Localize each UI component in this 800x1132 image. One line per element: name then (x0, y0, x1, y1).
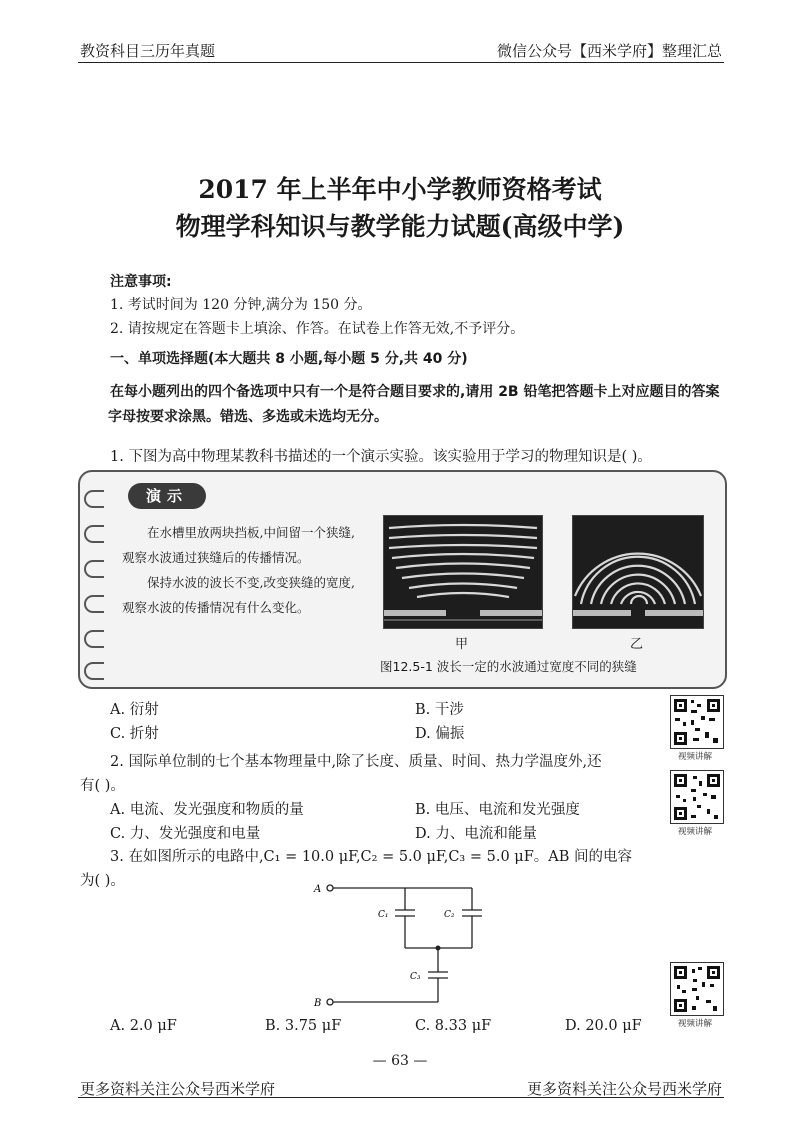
q1-option-b: B. 干涉 (415, 702, 464, 718)
binder-ring-icon (84, 595, 104, 613)
q2-option-d: D. 力、电流和能量 (415, 826, 537, 842)
figure-caption: 图12.5-1 波长一定的水波通过宽度不同的狭缝 (380, 659, 637, 674)
header-left-text: 教资科目三历年真题 (80, 42, 216, 60)
demo-text-1: 在水槽里放两块挡板,中间留一个狭缝,观察水波通过狭缝后的传播情况。 (122, 525, 355, 565)
wave-pattern-wide (384, 516, 542, 628)
label-c1: C₁ (378, 910, 389, 920)
section-instruction: 在每小题列出的四个备选项中只有一个是符合题目要求的,请用 2B 铅笔把答题卡上对应题目的答案字母按要求涂黑。错选、多选或未选均无分。 (108, 384, 720, 425)
q1-option-c: C. 折射 (110, 726, 159, 742)
q2-stem-line2: 有( )。 (80, 778, 125, 794)
label-b: B (314, 998, 322, 1009)
header-rule (78, 62, 724, 63)
demo-description (122, 520, 367, 620)
q2-stem-line1: 2. 国际单位制的七个基本物理量中,除了长度、质量、时间、热力学温度外,还 (110, 754, 602, 770)
label-c2: C₂ (444, 910, 455, 920)
q2-option-b: B. 电压、电流和发光强度 (415, 802, 580, 818)
qr-pattern (671, 696, 723, 748)
footer-left-text: 更多资料关注公众号西米学府 (80, 1080, 276, 1098)
qr-label: 视频讲解 (678, 827, 713, 837)
circuit-diagram (310, 880, 490, 1010)
binder-ring-icon (84, 630, 104, 648)
binder-ring-icon (84, 490, 104, 508)
qr-label: 视频讲解 (678, 752, 713, 762)
exam-title-line1: 2017 年上半年中小学教师资格考试 (198, 175, 602, 204)
q3-option-b: B. 3.75 μF (265, 1018, 342, 1034)
qr-code-icon[interactable] (670, 770, 724, 824)
binder-ring-icon (84, 525, 104, 543)
note-item-1: 1. 考试时间为 120 分钟,满分为 150 分。 (110, 297, 372, 313)
terminal-a (327, 885, 333, 891)
wave-photo-narrow-slit (572, 515, 704, 629)
demo-text-2: 保持水波的波长不变,改变狭缝的宽度,观察水波的传播情况有什么变化。 (122, 575, 355, 615)
qr-pattern (671, 771, 723, 823)
qr-code-icon[interactable] (670, 962, 724, 1016)
q3-option-d: D. 20.0 μF (565, 1018, 642, 1034)
label-c3: C₃ (410, 972, 421, 982)
wave-pattern-narrow (573, 516, 703, 628)
wave-photo-wide-slit (383, 515, 543, 629)
header-right-text: 微信公众号【西米学府】整理汇总 (496, 42, 722, 60)
notes-heading: 注意事项: (110, 274, 172, 290)
demo-tag: 演示 (128, 483, 206, 509)
qr-pattern (671, 963, 723, 1015)
q1-stem: 1. 下图为高中物理某教科书描述的一个演示实验。该实验用于学习的物理知识是( )。 (110, 449, 652, 465)
q2-option-c: C. 力、发光强度和电量 (110, 826, 261, 842)
binder-ring-icon (84, 662, 104, 680)
q1-option-d: D. 偏振 (415, 726, 465, 742)
label-yi: 乙 (630, 637, 644, 652)
q3-stem-line2: 为( )。 (80, 873, 125, 889)
section-heading: 一、单项选择题(本大题共 8 小题,每小题 5 分,共 40 分) (110, 351, 468, 367)
binder-ring-icon (84, 560, 104, 578)
qr-code-icon[interactable] (670, 695, 724, 749)
label-a: A (314, 884, 322, 895)
exam-title-line2: 物理学科知识与教学能力试题(高级中学) (175, 212, 625, 241)
terminal-b (327, 999, 333, 1005)
q1-option-a: A. 衍射 (110, 702, 159, 718)
q2-option-a: A. 电流、发光强度和物质的量 (110, 802, 304, 818)
q3-option-c: C. 8.33 μF (415, 1018, 492, 1034)
q3-stem-line1: 3. 在如图所示的电路中,C₁ = 10.0 μF,C₂ = 5.0 μF,C₃ = 5.0 μF。AB 间的电容 (110, 849, 632, 865)
note-item-2: 2. 请按规定在答题卡上填涂、作答。在试卷上作答无效,不予评分。 (110, 321, 525, 337)
qr-label: 视频讲解 (678, 1019, 713, 1029)
footer-rule (78, 1097, 724, 1098)
label-jia: 甲 (455, 637, 469, 652)
q3-option-a: A. 2.0 μF (110, 1018, 177, 1034)
page-number: — 63 — (372, 1053, 428, 1069)
footer-right-text: 更多资料关注公众号西米学府 (526, 1080, 722, 1098)
